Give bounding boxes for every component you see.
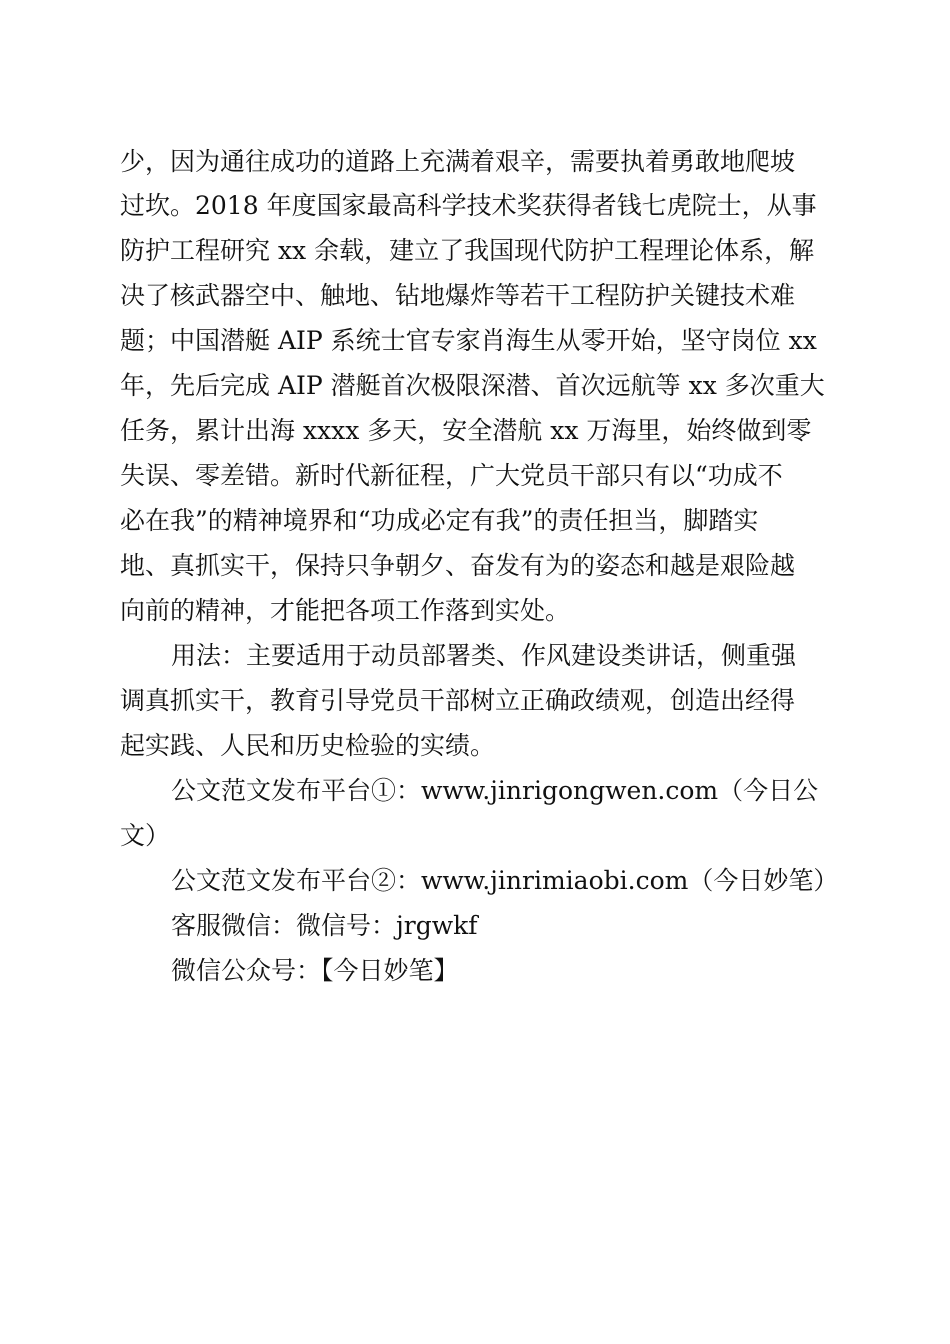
service-wechat-line: 客服微信：微信号：jrgwkf xyxy=(171,911,478,940)
paragraph-line: 过坎。2018 年度国家最高科学技术奖获得者钱七虎院士，从事 xyxy=(120,191,817,220)
paragraph-line: 地、真抓实干，保持只争朝夕、奋发有为的姿态和越是艰险越 xyxy=(120,551,796,580)
platform-2-line: 公文范文发布平台②：www.jinrimiaobi.com（今日妙笔） xyxy=(171,866,839,895)
platform-1-line: 公文范文发布平台①：www.jinrigongwen.com（今日公 xyxy=(171,776,819,805)
paragraph-line: 题；中国潜艇 AIP 系统士官专家肖海生从零开始，坚守岗位 xx xyxy=(120,326,817,355)
paragraph-line: 决了核武器空中、触地、钻地爆炸等若干工程防护关键技术难 xyxy=(120,281,796,310)
platform-1-line: 文） xyxy=(120,821,171,850)
usage-line: 调真抓实干，教育引导党员干部树立正确政绩观，创造出经得 xyxy=(120,686,796,715)
paragraph-line: 失误、零差错。新时代新征程，广大党员干部只有以“功成不 xyxy=(120,461,783,490)
paragraph-line: 必在我”的精神境界和“功成必定有我”的责任担当，脚踏实 xyxy=(120,506,759,535)
paragraph-line: 少，因为通往成功的道路上充满着艰辛，需要执着勇敢地爬坡 xyxy=(120,147,796,176)
paragraph-line: 防护工程研究 xx 余载，建立了我国现代防护工程理论体系，解 xyxy=(120,236,815,265)
paragraph-line: 向前的精神，才能把各项工作落到实处。 xyxy=(120,596,571,625)
paragraph-line: 年，先后完成 AIP 潜艇首次极限深潜、首次远航等 xx 多次重大 xyxy=(120,371,825,400)
usage-line: 起实践、人民和历史检验的实绩。 xyxy=(120,731,496,760)
paragraph-line: 任务，累计出海 xxxx 多天，安全潜航 xx 万海里，始终做到零 xyxy=(120,416,812,445)
usage-line: 用法：主要适用于动员部署类、作风建设类讲话，侧重强 xyxy=(171,641,797,670)
official-account-line: 微信公众号：【今日妙笔】 xyxy=(171,956,459,985)
